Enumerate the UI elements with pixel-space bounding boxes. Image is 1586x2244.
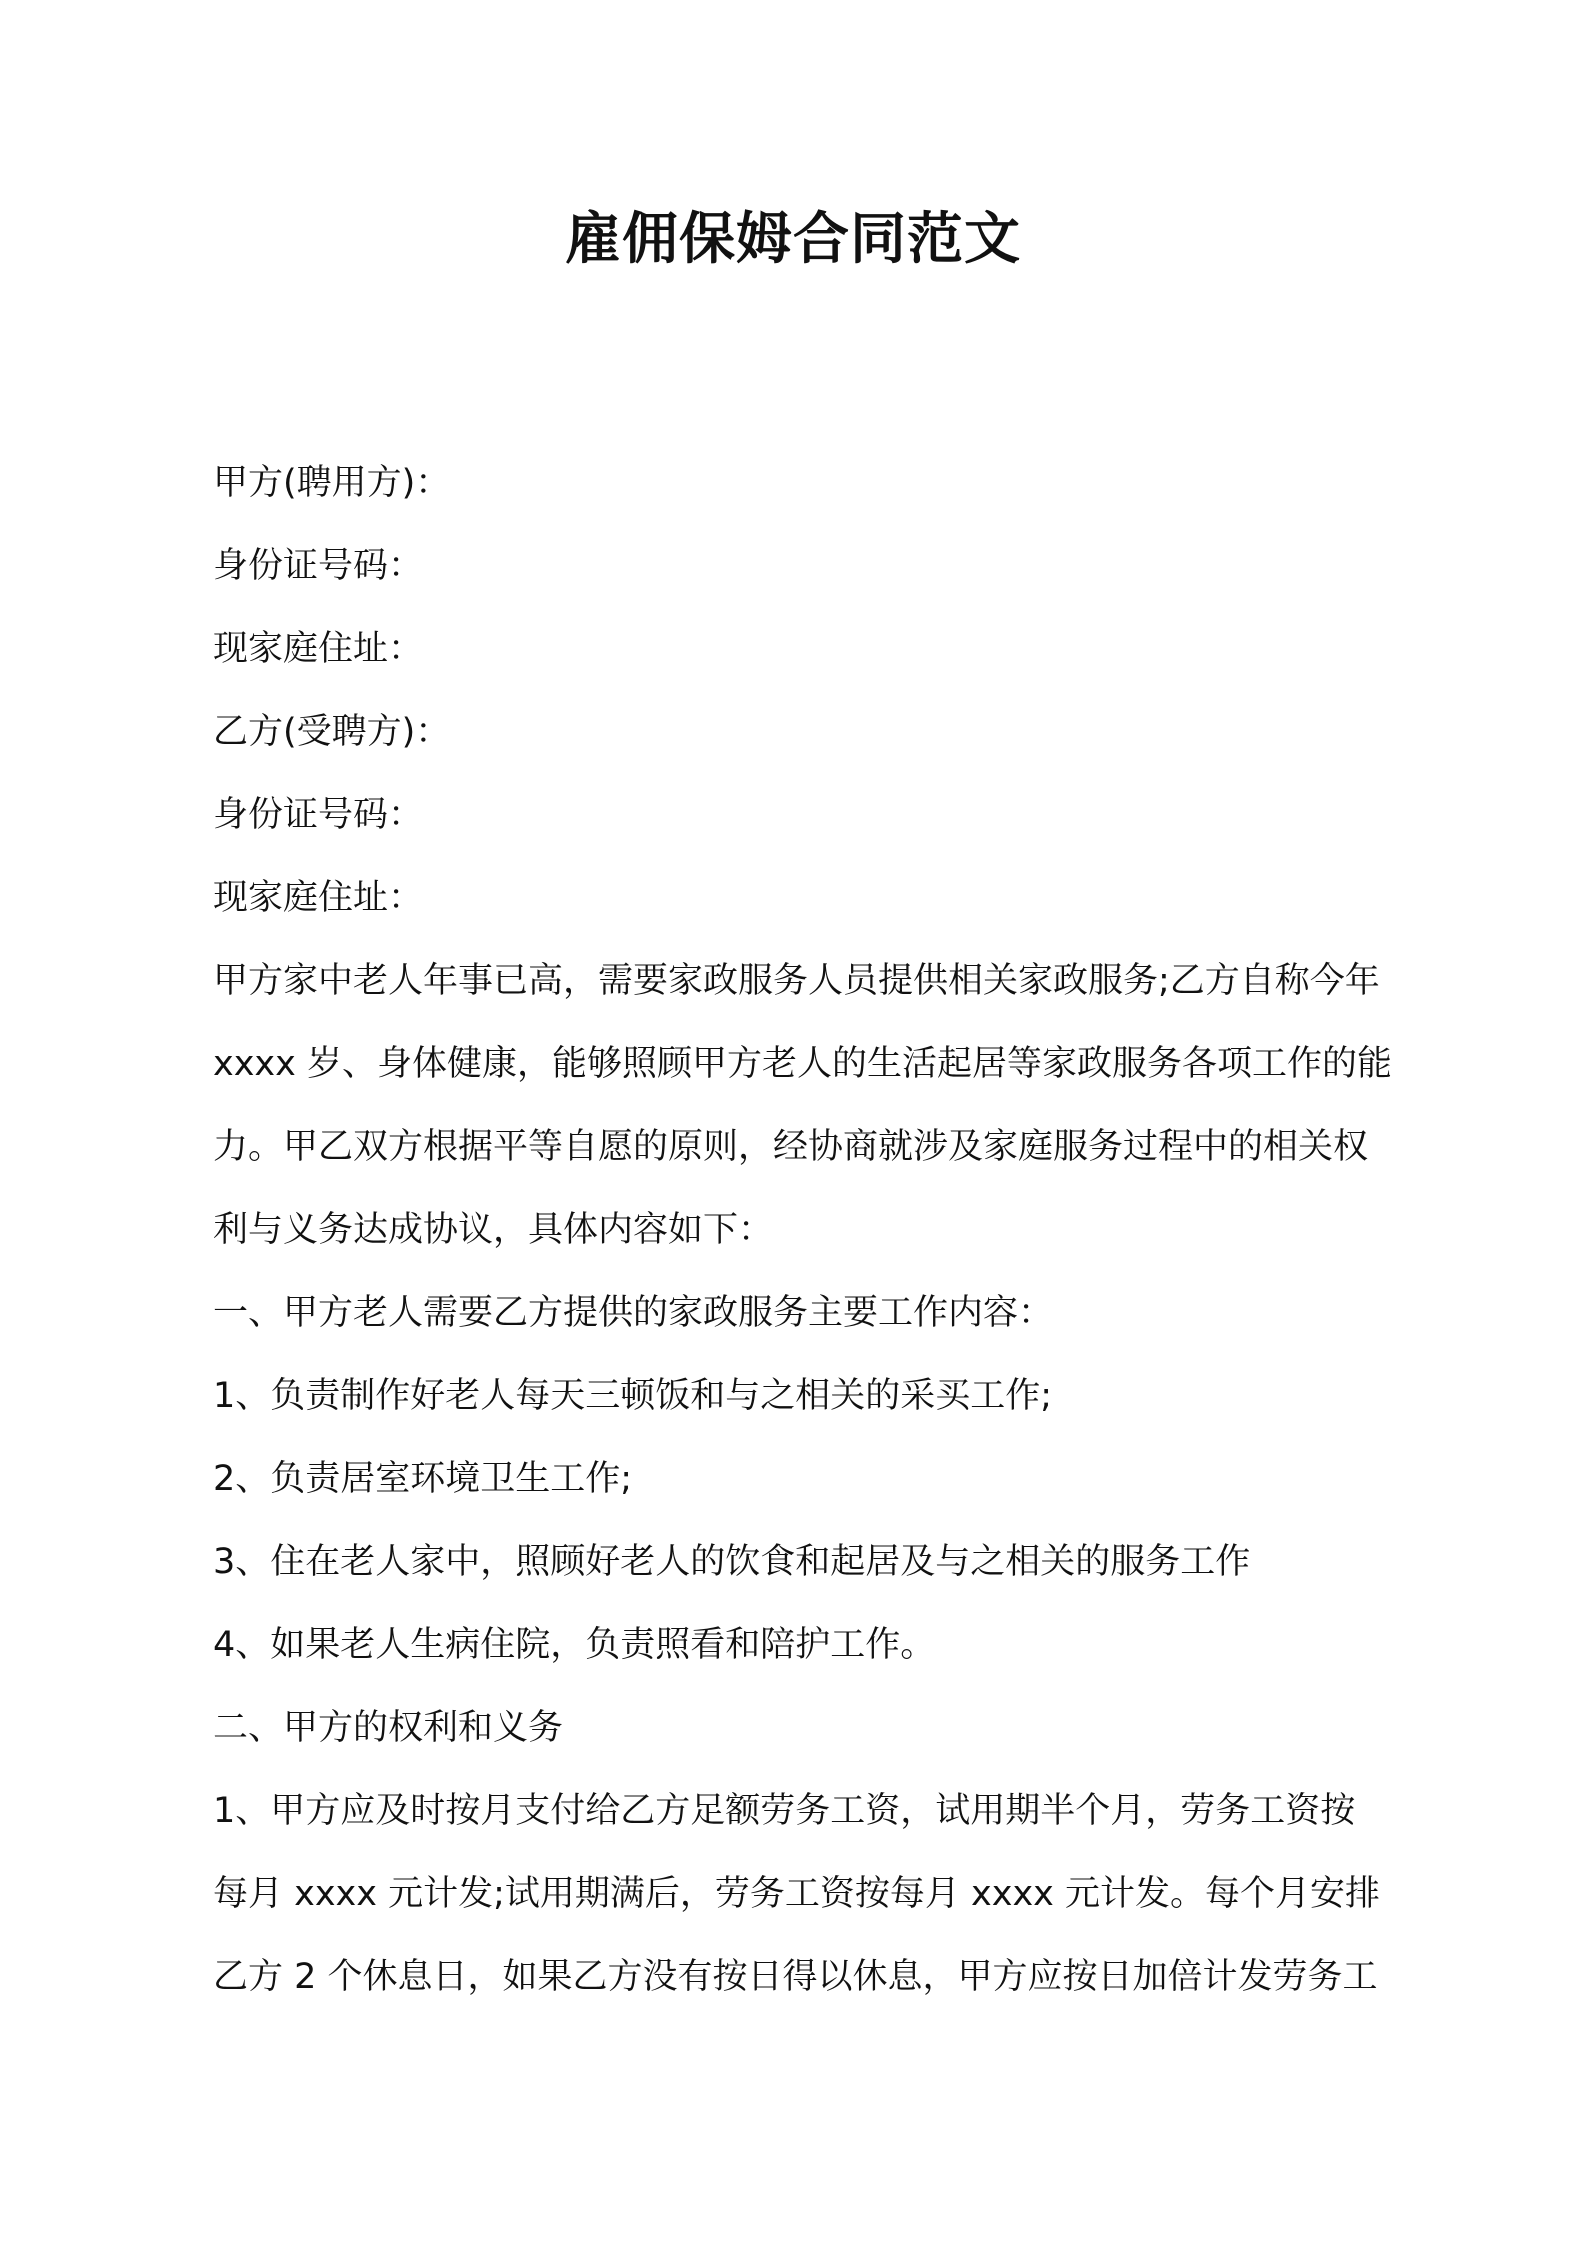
clause-item: 1、负责制作好老人每天三顿饭和与之相关的采买工作; (213, 1376, 1053, 1416)
field-party-a-id-number: 身份证号码： (213, 546, 424, 586)
preamble-line: 力。甲乙双方根据平等自愿的原则，经协商就涉及家庭服务过程中的相关权 (213, 1127, 1369, 1167)
section-heading-2: 二、甲方的权利和义务 (213, 1708, 564, 1748)
preamble-line: 甲方家中老人年事已高，需要家政服务人员提供相关家政服务;乙方自称今年 (213, 961, 1380, 1001)
field-party-a: 甲方(聘用方)： (213, 463, 451, 503)
field-party-b-address: 现家庭住址： (213, 878, 424, 918)
field-party-b-id-number: 身份证号码： (213, 795, 424, 835)
clause-line: 每月 xxxx 元计发;试用期满后，劳务工资按每月 xxxx 元计发。每个月安排 (213, 1874, 1380, 1914)
clause-item: 2、负责居室环境卫生工作; (213, 1459, 633, 1499)
preamble-line: xxxx 岁、身体健康，能够照顾甲方老人的生活起居等家政服务各项工作的能 (213, 1044, 1392, 1084)
field-party-a-address: 现家庭住址： (213, 629, 424, 669)
document-body (213, 442, 1448, 2019)
section-heading-1: 一、甲方老人需要乙方提供的家政服务主要工作内容： (213, 1293, 1054, 1333)
clause-item: 3、住在老人家中，照顾好老人的饮食和起居及与之相关的服务工作 (213, 1542, 1251, 1582)
clause-item: 1、甲方应及时按月支付给乙方足额劳务工资，试用期半个月，劳务工资按 (213, 1791, 1356, 1831)
clause-line: 乙方 2 个休息日，如果乙方没有按日得以休息，甲方应按日加倍计发劳务工 (213, 1957, 1378, 1997)
document-title: 雇佣保姆合同范文 (565, 207, 1021, 272)
field-party-b: 乙方(受聘方)： (213, 712, 451, 752)
preamble-line: 利与义务达成协议，具体内容如下： (213, 1210, 774, 1250)
clause-item: 4、如果老人生病住院，负责照看和陪护工作。 (213, 1625, 936, 1665)
